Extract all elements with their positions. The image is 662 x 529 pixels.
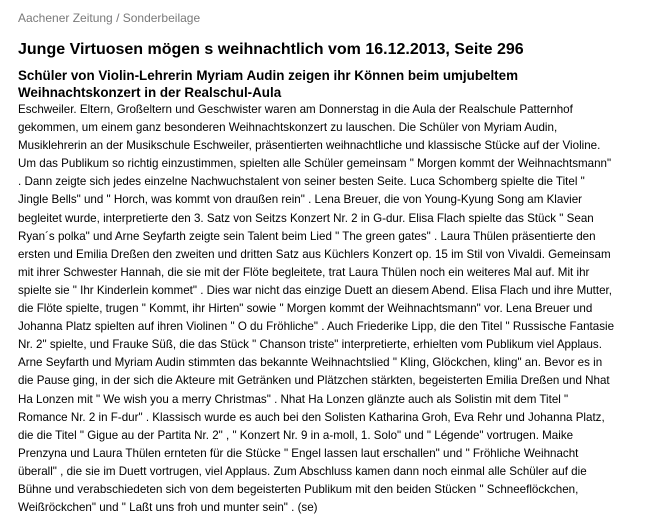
article-subtitle: Schüler von Violin-Lehrerin Myriam Audin zeigen ihr Können beim umjubeltem Weihnachtskonzert in der Realschul-Aula (18, 68, 518, 100)
article-body: Eschweiler. Eltern, Großeltern und Geschwister waren am Donnerstag in die Aula der Realschule Patternhof gekommen, um einem ganz besonderen Weihnachtskonzert zu lauschen. Die Schüler von Myriam Audin, Musiklehrerin an der Musikschule Eschweiler, präsentierten weihnachtliche und klassische Stücke auf der Violine. Um das Publikum so richtig einzustimmen, spielten alle Schüler gemeinsam " Morgen kommt der Weihnachtsmann" . Dann zeigte sich jedes einzelne Nachwuchstalent von seiner besten Seite. Luca Schomberg spielte die Titel " Jingle Bells" und " Horch, was kommt von draußen rein" . Lena Breuer, die von Young-Kyung Song am Klavier begleitet wurde, interpretierte den 3. Satz von Seitzs Konzert Nr. 2 in G-dur. Elisa Flach spielte das Stück " Sean Ryan´s polka" und Arne Seyfarth zeigte sein Talent beim Lied " The green gates" . Laura Thülen präsentierte den ersten und Emilia Dreßen den zweiten und dritten Satz aus Küchlers Konzert op. 15 im Stil von Vivaldi. Gemeinsam mit ihrer Schwester Hannah, die sie mit der Flöte begleitete, trat Laura Thülen noch ein weiteres Mal auf. Mit ihr spielte sie " Ihr Kinderlein kommet" . Dies war nicht das einzige Duett an diesem Abend. Elisa Flach und ihre Mutter, die Flöte spielte, trugen " Kommt, ihr Hirten" sowie " Morgen kommt der Weihnachtsmann" vor. Lena Breuer und Johanna Platz spielten auf ihren Violinen " O du Fröhliche" . Auch Friederike Lipp, die den Titel " Russische Fantasie Nr. 2" spielte, und Frauke Süß, die das Stück " Chanson triste" interpretierte, erhielten vom Publikum viel Applaus. Arne Seyfarth und Myriam Audin stimmten das bekannte Weihnachtslied " Kling, Glöckchen, kling" an. Bevor es in die Pause ging, in der sich die Akteure mit Getränken und Plätzchen stärkten, begeisterten Emilia Dreßen und Nhat Ha Lonzen mit " We wish you a merry Christmas" . Nhat Ha Lonzen glänzte auch als Solistin mit dem Titel " Romance Nr. 2 in F-dur" . Klassisch wurde es auch bei den Solisten Katharina Groh, Eva Rehr und Johanna Platz, die die Titel " Gigue au der Partita Nr. 2" , " Konzert Nr. 9 in a-moll, 1. Solo" und " Légende" vortrugen. Maike Prenzyna und Laura Thülen ernteten für die Stücke " Engel lassen laut erschallen" und " Fröhliche Weihnacht überall" , die sie im Duett vortrugen, viel Applaus. Zum Abschluss kamen dann noch einmal alle Schüler auf die Bühne und verabschiedeten sich von dem begeisterten Publikum mit den beiden Stücken " Schneeflöckchen, Weißröckchen" und " Laßt uns froh und munter sein" . (se) (18, 103, 615, 515)
article-title: Junge Virtuosen mögen s weihnachtlich vom 16.12.2013, Seite 296 (18, 41, 524, 58)
article-source: Aachener Zeitung / Sonderbeilage (18, 11, 201, 25)
